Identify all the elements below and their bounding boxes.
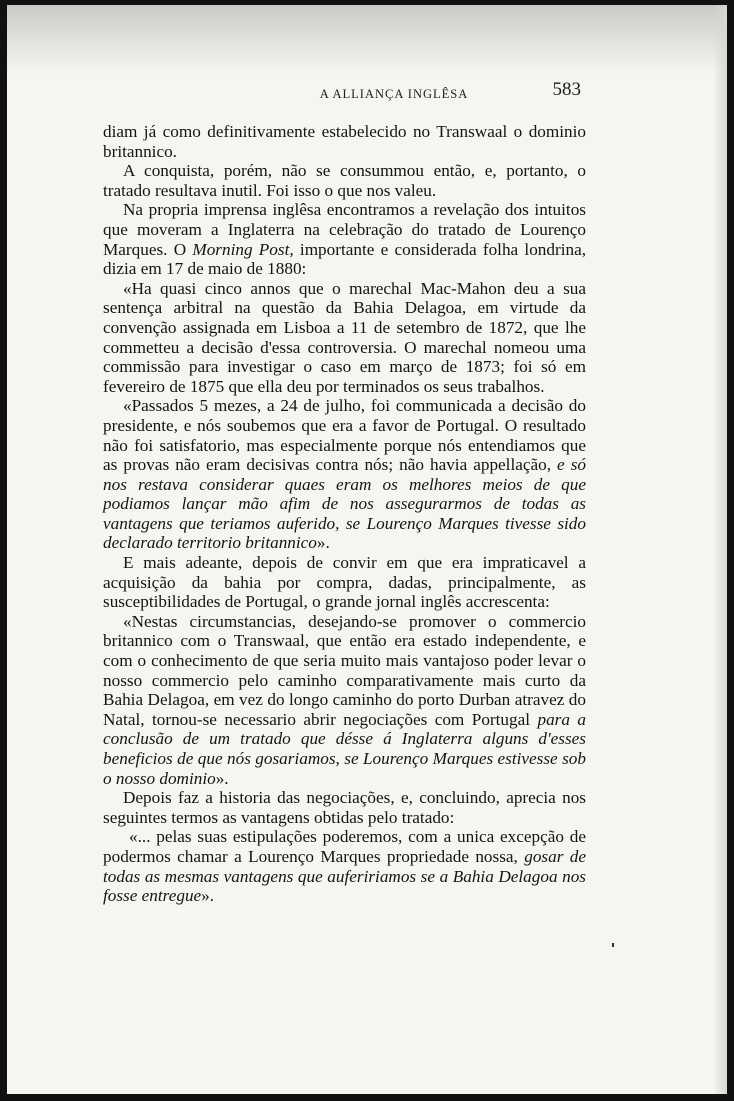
scan-shadow bbox=[7, 5, 727, 75]
quoted-paragraph: «... pelas suas estipulações poderemos, com a unica excepção de podermos chamar a Lourenço Marques propriedade nossa, gosar de todas as mesmas vantagens que aufeririamos se a Bahia Delagoa nos fosse entregue». bbox=[103, 827, 586, 906]
page-number: 583 bbox=[552, 79, 581, 100]
running-title: A ALLIANÇA INGLÊSA bbox=[319, 87, 469, 101]
running-header bbox=[99, 79, 599, 107]
paragraph: A conquista, porém, não se consummou então, e, portanto, o tratado resultava inutil. Foi isso o que nos valeu. bbox=[103, 161, 586, 200]
page-edge-shadow bbox=[713, 5, 727, 1094]
page-text bbox=[103, 122, 586, 906]
paragraph: Na propria imprensa inglêsa encontramos a revelação dos intuitos que moveram a Inglaterra na celebração do tratado de Lourenço Marques. O Morning Post, importante e considerada folha londrina, dizia em 17 de maio de 1880: bbox=[103, 200, 586, 279]
quoted-paragraph: «Passados 5 mezes, a 24 de julho, foi communicada a decisão do presidente, e nós soubemos que era a favor de Portugal. O resultado não foi satisfatorio, mas especialmente porque nós entendiamos que as provas não eram decisivas contra nós; não havia appellação, e só nos restava considerar quaes eram os melhores meios de que podiamos lançar mão afim de nos assegurarmos de todas as vantagens que teriamos auferido, se Lourenço Marques tivesse sido declarado territorio britannico». bbox=[103, 396, 586, 553]
emphasized-quote: para a conclusão de um tratado que désse á Inglaterra alguns d'esses beneficios de que nós gosariamos, se Lourenço Marques estivesse sob o nosso dominio bbox=[103, 709, 586, 788]
newspaper-name: Morning Post, bbox=[192, 239, 294, 259]
paragraph: E mais adeante, depois de convir em que era impraticavel a acquisição da bahia por compra, dadas, principalmente, as susceptibilidades de Portugal, o grande jornal inglês accrescenta: bbox=[103, 553, 586, 612]
ink-speck bbox=[612, 943, 614, 947]
quoted-paragraph: «Nestas circumstancias, desejando-se promover o commercio britannico com o Transwaal, que então era estado independente, e com o conhecimento de que seria muito mais vantajoso poder levar o nosso commercio pelo caminho comparativamente mais curto da Bahia Delagoa, em vez do longo caminho do porto Durban atravez do Natal, tornou-se necessario abrir negociações com Portugal para a conclusão de um tratado que désse á Inglaterra alguns d'esses beneficios de que nós gosariamos, se Lourenço Marques estivesse sob o nosso dominio». bbox=[103, 611, 586, 788]
emphasized-quote: gosar de todas as mesmas vantagens que aufeririamos se a Bahia Delagoa nos fosse entregue bbox=[103, 846, 586, 906]
paragraph: diam já como definitivamente estabelecido no Transwaal o dominio britannico. bbox=[103, 122, 586, 161]
emphasized-quote: e só nos restava considerar quaes eram os melhores meios de que podiamos lançar mão afim de nos assegurarmos de todas as vantagens que teriamos auferido, se Lourenço Marques tivesse sido declarado territorio britannico bbox=[103, 455, 586, 553]
quoted-paragraph: «Ha quasi cinco annos que o marechal Mac-Mahon deu a sua sentença arbitral na questão da Bahia Delagoa, em virtude da convenção assignada em Lisboa a 11 de setembro de 1872, que lhe commetteu a decisão d'essa controversia. O marechal nomeou uma commissão para investigar o caso em março de 1873; foi só em fevereiro de 1875 que ella deu por terminados os seus trabalhos. bbox=[103, 278, 586, 396]
paragraph: Depois faz a historia das negociações, e, concluindo, aprecia nos seguintes termos as vantagens obtidas pelo tratado: bbox=[103, 788, 586, 827]
